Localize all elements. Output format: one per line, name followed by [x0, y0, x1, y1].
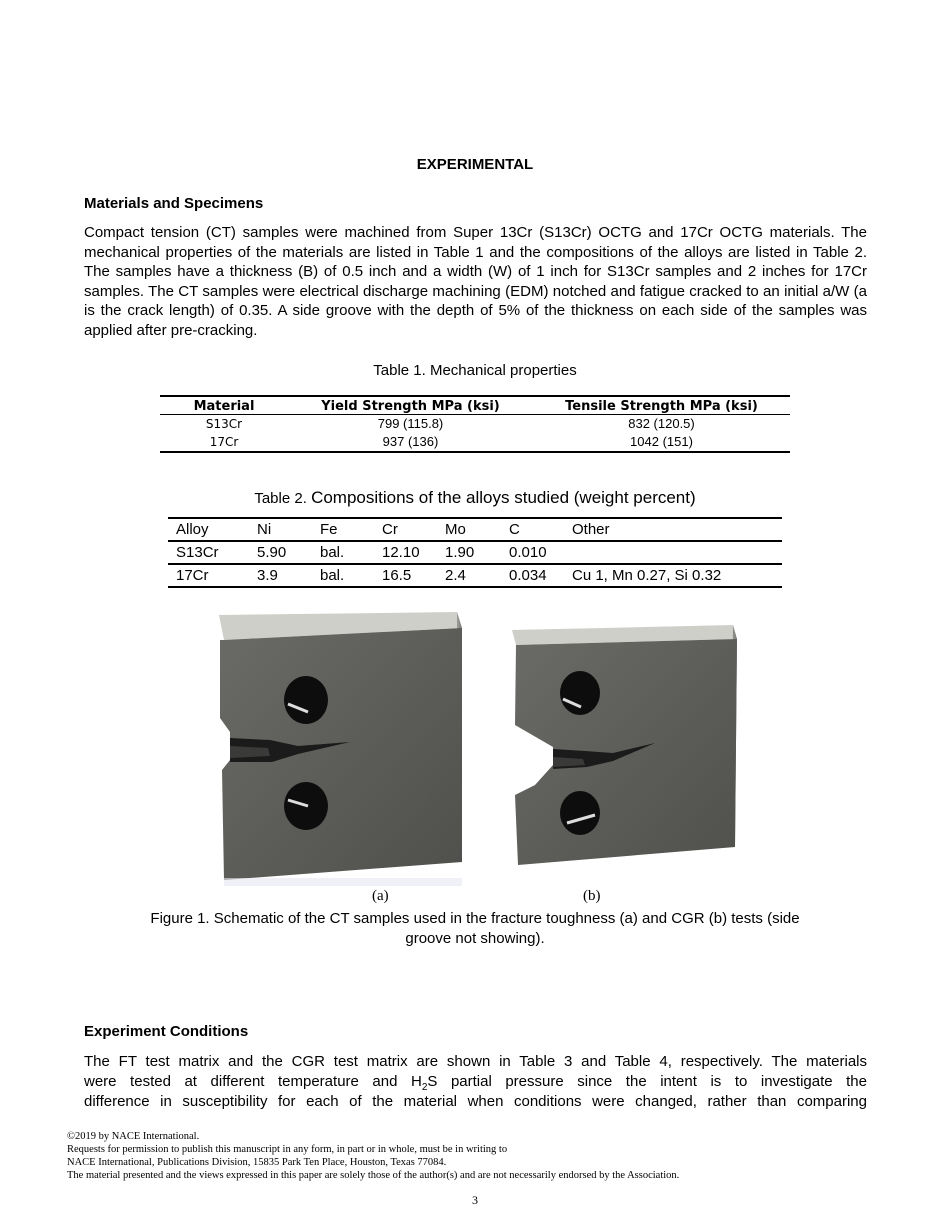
table1-cell: S13Cr: [205, 417, 243, 431]
table2-cell: 12.10: [374, 541, 437, 564]
table1-cell: 17Cr: [209, 435, 239, 449]
table1: [160, 395, 790, 453]
conditions-line2-pre: were tested at different temperature and H: [84, 1073, 422, 1090]
conditions-line3: difference in susceptibility for each of the material when conditions were changed, rather than comparing: [84, 1093, 867, 1110]
footer: [67, 1130, 907, 1182]
table2-cell: 5.90: [249, 541, 312, 564]
table2-cell: 3.9: [257, 567, 278, 584]
conditions-line2-post: S partial pressure since the intent is to investigate the: [427, 1073, 867, 1090]
table2-cell: bal.: [312, 541, 374, 564]
table2-cell: bal.: [320, 567, 345, 584]
footer-address: NACE International, Publications Division, 15835 Park Ten Place, Houston, Texas 77084.: [67, 1157, 447, 1168]
table2-cell: 0.034: [509, 567, 547, 584]
table2-header: Ni: [249, 519, 312, 541]
conditions-line2-sub: 2: [421, 1082, 428, 1093]
table1-cell: 937 (136): [382, 434, 439, 449]
table1-header-material: Material: [160, 397, 288, 415]
footer-copyright: ©2019 by NACE International.: [67, 1131, 200, 1142]
table2-header: Mo: [437, 519, 501, 541]
table1-header-tensile: Tensile Strength MPa (ksi): [533, 397, 790, 415]
table2-cell: S13Cr: [168, 541, 249, 564]
table2-cell: 0.010: [501, 541, 564, 564]
table1-cell: 832 (120.5): [628, 416, 695, 431]
table-row: [168, 519, 782, 541]
table1-caption: Table 1. Mechanical properties: [373, 362, 577, 379]
table1-header-yield: Yield Strength MPa (ksi): [288, 397, 533, 415]
table-row: [168, 564, 782, 586]
table2-cell: 1.90: [437, 541, 501, 564]
materials-paragraph: Compact tension (CT) samples were machined from Super 13Cr (S13Cr) OCTG and 17Cr OCTG materials. The mechanical properties of the materials are listed in Table 1 and the compositions of the alloys are listed in Table 2. The samples have a thickness (B) of 0.5 inch and a width (W) of 1 inch for S13Cr samples and 2 inches for 17Cr samples. The CT samples were electrical discharge machining (EDM) notched and fatigue cracked to an initial a/W (a is the crack length) of 0.35. A side groove with the depth of 5% of the thickness on each side of the samples was applied after pre-cracking.: [84, 224, 867, 339]
footer-permission: Requests for permission to publish this manuscript in any form, in part or in whole, must be in writing to: [67, 1144, 508, 1155]
footer-disclaimer: The material presented and the views expressed in this paper are solely those of the author(s) and are not necessarily endorsed by the Association.: [67, 1170, 680, 1181]
materials-title: Materials and Specimens: [84, 195, 264, 212]
table2-caption-prefix: Table 2.: [254, 490, 312, 507]
page-number: 3: [472, 1193, 478, 1207]
table2-cell: [564, 541, 782, 564]
hole-upper-icon: [284, 676, 328, 724]
figure-label-b: (b): [583, 888, 601, 904]
ct-specimen-b-illustration: [505, 615, 745, 880]
conditions-line1: The FT test matrix and the CGR test matrix are shown in Table 3 and Table 4, respectively. The materials: [84, 1053, 867, 1070]
figure1-caption-line2: groove not showing).: [405, 930, 545, 947]
table2-header: Alloy: [168, 519, 249, 541]
figure1-caption-line1: Figure 1. Schematic of the CT samples used in the fracture toughness (a) and CGR (b) tests (side: [150, 910, 800, 927]
figure-label-a: (a): [372, 888, 389, 904]
table2: [168, 517, 782, 588]
table1-cell: 1042 (151): [630, 434, 693, 449]
table-row: [160, 415, 790, 434]
table2-header: Cr: [374, 519, 437, 541]
section-heading: EXPERIMENTAL: [416, 156, 534, 173]
conditions-title: Experiment Conditions: [84, 1023, 249, 1040]
table2-header: Other: [564, 519, 782, 541]
table2-cell: 2.4: [445, 567, 466, 584]
table2-cell: 17Cr: [176, 567, 209, 584]
table-row: [160, 433, 790, 451]
table2-cell: 16.5: [382, 567, 412, 584]
table2-caption: [0, 488, 950, 508]
table2-header: C: [501, 519, 564, 541]
table1-cell: 799 (115.8): [377, 416, 444, 431]
ct-specimen-a-illustration: [200, 600, 475, 890]
hole-upper-icon: [560, 671, 600, 715]
hole-lower-icon: [560, 791, 600, 835]
table2-cell: Cu 1, Mn 0.27, Si 0.32: [572, 567, 722, 584]
table2-caption-main: Compositions of the alloys studied (weight percent): [311, 488, 696, 507]
table-row: [168, 541, 782, 564]
table2-header: Fe: [312, 519, 374, 541]
